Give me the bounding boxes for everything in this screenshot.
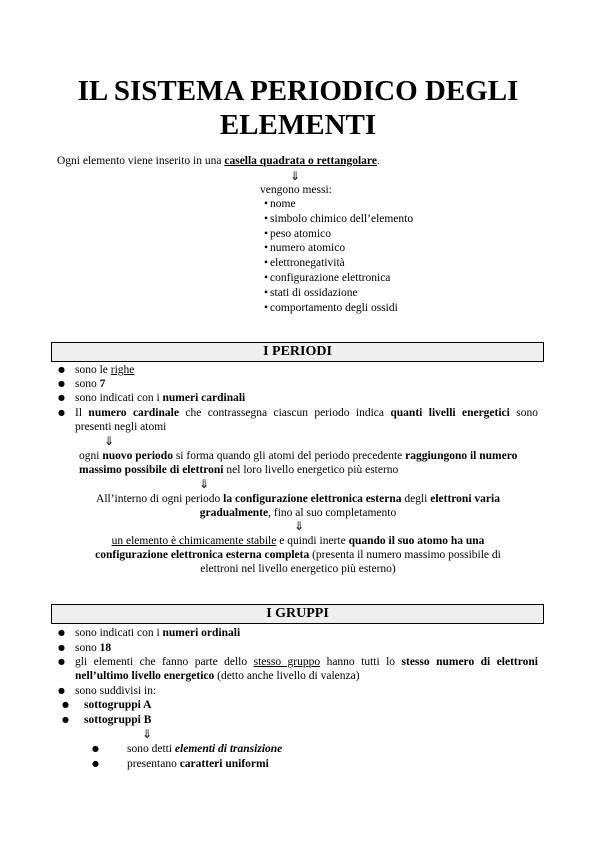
periodi-bullet-4-line-2: presenti negli atomi <box>75 421 167 433</box>
bullet-icon: ● <box>92 759 99 768</box>
periodi-step-2-line-1: All’interno di ogni periodo la configurazione elettronica esterna degli elettroni varia <box>96 493 500 505</box>
list-item: • peso atomico <box>264 227 413 242</box>
list-item: • nome <box>264 197 413 212</box>
bullet-icon: ● <box>62 700 69 709</box>
list-item: • comportamento degli ossidi <box>264 301 413 316</box>
down-arrow-icon: ⇓ <box>104 434 115 448</box>
list-item: • stati di ossidazione <box>264 286 413 301</box>
sottogruppi-b: sottogruppi B <box>84 714 152 726</box>
gruppi-bullet-2: sono 18 <box>75 642 112 654</box>
gruppi-bullet-3-line-1: gli elementi che fanno parte dello stesso gruppo hanno tutti lo stesso numero di elettroni <box>75 656 539 668</box>
gruppi-bullet-4: sono suddivisi in: <box>75 685 157 697</box>
down-arrow-icon: ⇓ <box>142 727 153 741</box>
periodi-bullet-1: sono le righe <box>75 364 135 376</box>
intro-emphasis: casella quadrata o rettangolare <box>224 155 377 167</box>
periodi-step-3-line-3: elettroni nel livello energetico più esterno) <box>200 563 396 575</box>
periodi-step-3-line-2: configurazione elettronica esterna completa (presenta il numero massimo possibile di <box>95 549 501 561</box>
down-arrow-icon: ⇓ <box>199 477 210 491</box>
gruppi-bullet-1: sono indicati con i numeri ordinali <box>75 627 241 639</box>
bullet-icon: ● <box>58 657 65 666</box>
list-item: • elettronegatività <box>264 256 413 271</box>
periodi-bullet-2: sono 7 <box>75 378 106 390</box>
down-arrow-icon: ⇓ <box>294 519 305 533</box>
bullet-icon: ● <box>92 744 99 753</box>
bullet-icon: ● <box>58 408 65 417</box>
periodi-step-1-line-1: ogni nuovo periodo si forma quando gli atomi del periodo precedente raggiungono il numero <box>79 450 518 462</box>
sottogruppi-a: sottogruppi A <box>84 699 152 711</box>
gruppi-bullet-3-line-2: nell’ultimo livello energetico (detto anche livello di valenza) <box>75 670 360 682</box>
periodi-bullet-3: sono indicati con i numeri cardinali <box>75 392 246 404</box>
list-item: • numero atomico <box>264 241 413 256</box>
intro-sentence: Ogni elemento viene inserito in una casella quadrata o rettangolare. <box>57 155 380 167</box>
periodi-step-2-line-2: gradualmente, fino al suo completamento <box>199 507 397 519</box>
section-header-periodi: I PERIODI <box>51 342 544 362</box>
page-title: IL SISTEMA PERIODICO DEGLI ELEMENTI <box>77 75 519 141</box>
gruppi-detail-1: sono detti elementi di transizione <box>127 743 283 755</box>
bullet-icon: ● <box>58 686 65 695</box>
list-item: • configurazione elettronica <box>264 271 413 286</box>
bullet-icon: ● <box>58 365 65 374</box>
bullet-icon: ● <box>58 628 65 637</box>
gruppi-detail-2: presentano caratteri uniformi <box>127 758 269 770</box>
periodi-bullet-4-line-1: Il numero cardinale che contrassegna ciascun periodo indica quanti livelli energetici sono <box>75 407 538 419</box>
intro-lead: vengono messi: <box>260 184 332 196</box>
bullet-icon: ● <box>58 643 65 652</box>
periodi-step-1-line-2: massimo possibile di elettroni nel loro livello energetico più esterno <box>79 464 399 476</box>
list-item: • simbolo chimico dell’elemento <box>264 212 413 227</box>
section-header-gruppi: I GRUPPI <box>51 604 544 624</box>
periodi-step-3-line-1: un elemento è chimicamente stabile e quindi inerte quando il suo atomo ha una <box>111 535 485 547</box>
bullet-icon: ● <box>58 379 65 388</box>
intro-list <box>264 197 413 315</box>
down-arrow-icon: ⇓ <box>290 169 301 183</box>
bullet-icon: ● <box>58 393 65 402</box>
bullet-icon: ● <box>62 715 69 724</box>
